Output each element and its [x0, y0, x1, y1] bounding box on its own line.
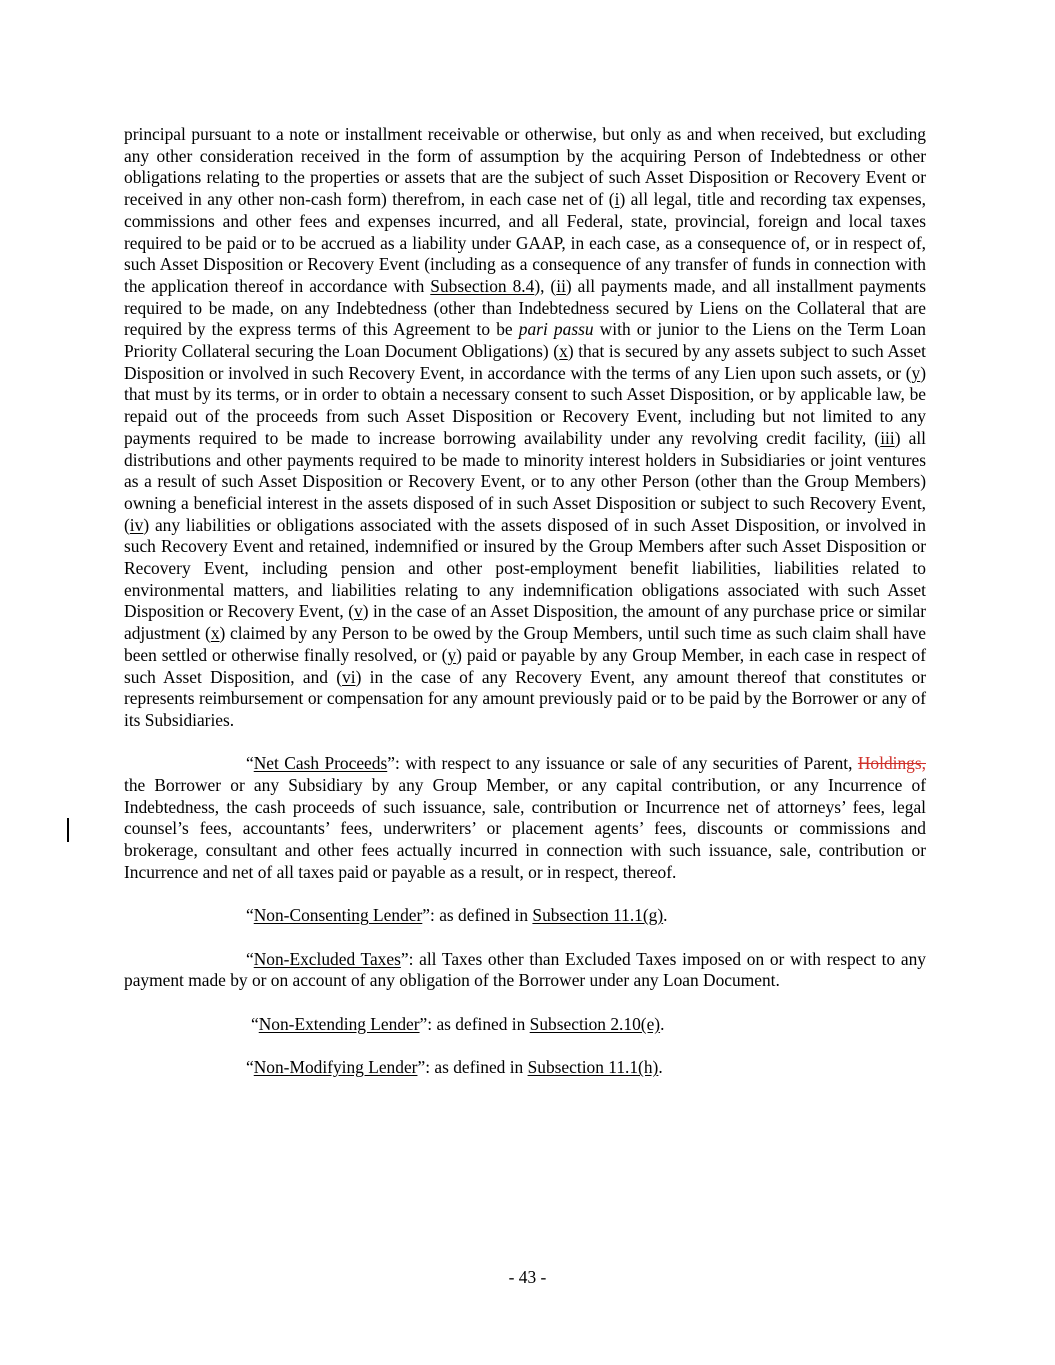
open-quote: “ — [246, 948, 254, 969]
text-run: ), ( — [534, 275, 557, 296]
text-run: ) in the case of an Asset Disposition, the amount of any purchase price or similar adjustment ( — [124, 601, 926, 644]
defined-term: Non-Modifying Lender — [253, 1057, 418, 1078]
definition-non-modifying-lender — [124, 1057, 926, 1079]
open-quote: “ — [246, 1057, 254, 1078]
defined-term: Non-Consenting Lender — [253, 905, 423, 926]
revision-change-bar — [67, 818, 69, 842]
defined-term: Non-Extending Lender — [258, 1013, 420, 1034]
defined-term: Non-Excluded Taxes — [253, 948, 401, 969]
clause-ref-vi: vi — [342, 666, 356, 687]
close-quote: ”: — [419, 1013, 433, 1034]
subsection-reference-link: Subsection 11.1(g) — [532, 905, 664, 926]
text-run: ) paid or payable by any Group Member, in each case in respect of such Asset Disposition, and ( — [124, 644, 926, 687]
subsection-reference-link: Subsection 2.10(e) — [529, 1013, 661, 1034]
definition-non-consenting-lender — [124, 905, 926, 927]
definition-non-extending-lender — [124, 1014, 926, 1036]
clause-ref-iv: iv — [129, 514, 144, 535]
text-run: . — [658, 1057, 663, 1078]
definition-non-excluded-taxes — [124, 949, 926, 992]
text-run: all Taxes other than Excluded Taxes imposed on or with respect to any payment made by or on account of any obligation of the Borrower under any Loan Document. — [124, 948, 926, 991]
text-run: with respect to any issuance or sale of any securities of Parent, — [399, 753, 858, 774]
defined-term: Net Cash Proceeds — [253, 753, 388, 774]
text-run: ) all legal, title and recording tax expenses, commissions and other fees and expenses incurred, and all Federal, state, provincial, foreign and local taxes required to be paid or to be accrued as a liability under GAAP, in each case, as a consequence of, or in respect of, such Asset Disposition or Recovery Event (including as a consequence of any transfer of funds in connection with the application thereof in accordance with — [124, 189, 926, 296]
net-proceeds-continuation-paragraph — [124, 124, 926, 732]
open-quote: “ — [251, 1013, 259, 1034]
subsection-reference-link: Subsection 8.4 — [430, 275, 535, 296]
clause-ref-i: i — [614, 189, 620, 210]
text-run: ) that must by its terms, or in order to obtain a necessary consent to such Asset Disposition, or by applicable law, be repaid out of the proceeds from such Asset Disposition or Recovery Event, including but not limited to any payments required to be made to increase borrowing availability under any revolving credit facility, ( — [124, 362, 926, 448]
text-run: as defined in — [430, 1057, 528, 1078]
text-run: ) all payments made, and all installment payments required to be made, on any Indebtedness (other than Indebtedness secured by Liens on the Collateral that are required by the express terms of this Agreement to be — [124, 275, 927, 340]
text-run: with or junior to the Liens on the Term Loan Priority Collateral securing the Loan Document Obligations) ( — [124, 319, 926, 362]
clause-ref-x: x — [559, 341, 568, 362]
text-run: . — [663, 905, 668, 926]
page-number: - 43 - — [508, 1267, 547, 1287]
text-run: ) all distributions and other payments required to be made to minority interest holders in Subsidiaries or joint ventures as a result of such Asset Disposition or Recovery Event, or to any other Person (other than the Group Members) owning a beneficial interest in the assets disposed of in such Asset Disposition or subject to such Recovery Event, ( — [124, 427, 926, 535]
text-run: the Borrower or any Subsidiary by any Group Member, or any capital contribution, or any Incurrence of Indebtedness, the cash proceeds of such issuance, sale, contribution or Incurrence net of attorneys’ fees, legal counsel’s fees, accountants’ fees, underwriters’ or placement agents’ fees, discounts or commissions and brokerage, consultant and other fees actually incurred in connection with such issuance, sale, contribution or Incurrence and net of all taxes paid or payable as a result, or in respect, thereof. — [124, 775, 926, 882]
text-run: . — [660, 1013, 665, 1034]
clause-ref-ii: ii — [556, 275, 566, 296]
text-run: as defined in — [434, 905, 533, 926]
text-run: ) in the case of any Recovery Event, any amount thereof that constitutes or represents reimbursement or compensation for any amount previously paid or to be paid by the Borrower or any of its Subsidiaries. — [124, 666, 926, 730]
close-quote: ”: — [422, 905, 435, 926]
open-quote: “ — [246, 753, 254, 774]
clause-ref-y: y — [911, 362, 921, 383]
clause-ref-v: v — [353, 601, 363, 622]
close-quote: ”: — [400, 948, 414, 969]
italic-term-pari-passu: pari passu — [518, 319, 594, 340]
deleted-text-revision: Holdings, — [857, 753, 926, 774]
subsection-reference-link: Subsection 11.1(h) — [527, 1057, 659, 1078]
text-run: ) that is secured by any assets subject to such Asset Disposition or involved in such Recovery Event, in accordance with the terms of any Lien upon such assets, or ( — [124, 341, 926, 383]
close-quote: ”: — [387, 753, 400, 774]
text-run: principal pursuant to a note or installment receivable or otherwise, but only as and when received, but excluding any other consideration received in the form of assumption by the acquiring Person of Indebtedness or other obligations relating to the properties or assets that are the subject of such Asset Disposition or Recovery Event or received in any other non-cash form) therefrom, in each case net of ( — [124, 124, 926, 210]
clause-ref-iii: iii — [880, 427, 895, 448]
document-page-body — [124, 124, 926, 1079]
open-quote: “ — [246, 905, 254, 926]
close-quote: ”: — [417, 1057, 431, 1078]
text-run: ) claimed by any Person to be owed by the Group Members, until such time as such claim shall have been settled or otherwise finally resolved, or ( — [124, 623, 926, 665]
clause-ref-y: y — [447, 644, 457, 665]
clause-ref-x: x — [210, 623, 220, 644]
definition-net-cash-proceeds — [124, 753, 926, 883]
text-run: ) any liabilities or obligations associated with the assets disposed of in such Asset Disposition, or involved in such Recovery Event and retained, indemnified or insured by the Group Members after such Asset Disposition or Recovery Event, including pension and other post-employment benefit liabilities, liabilities related to environmental matters, and liabilities relating to any indemnification obligations associated with such Asset Disposition or Recovery Event, ( — [124, 514, 926, 622]
text-run: as defined in — [432, 1013, 530, 1034]
